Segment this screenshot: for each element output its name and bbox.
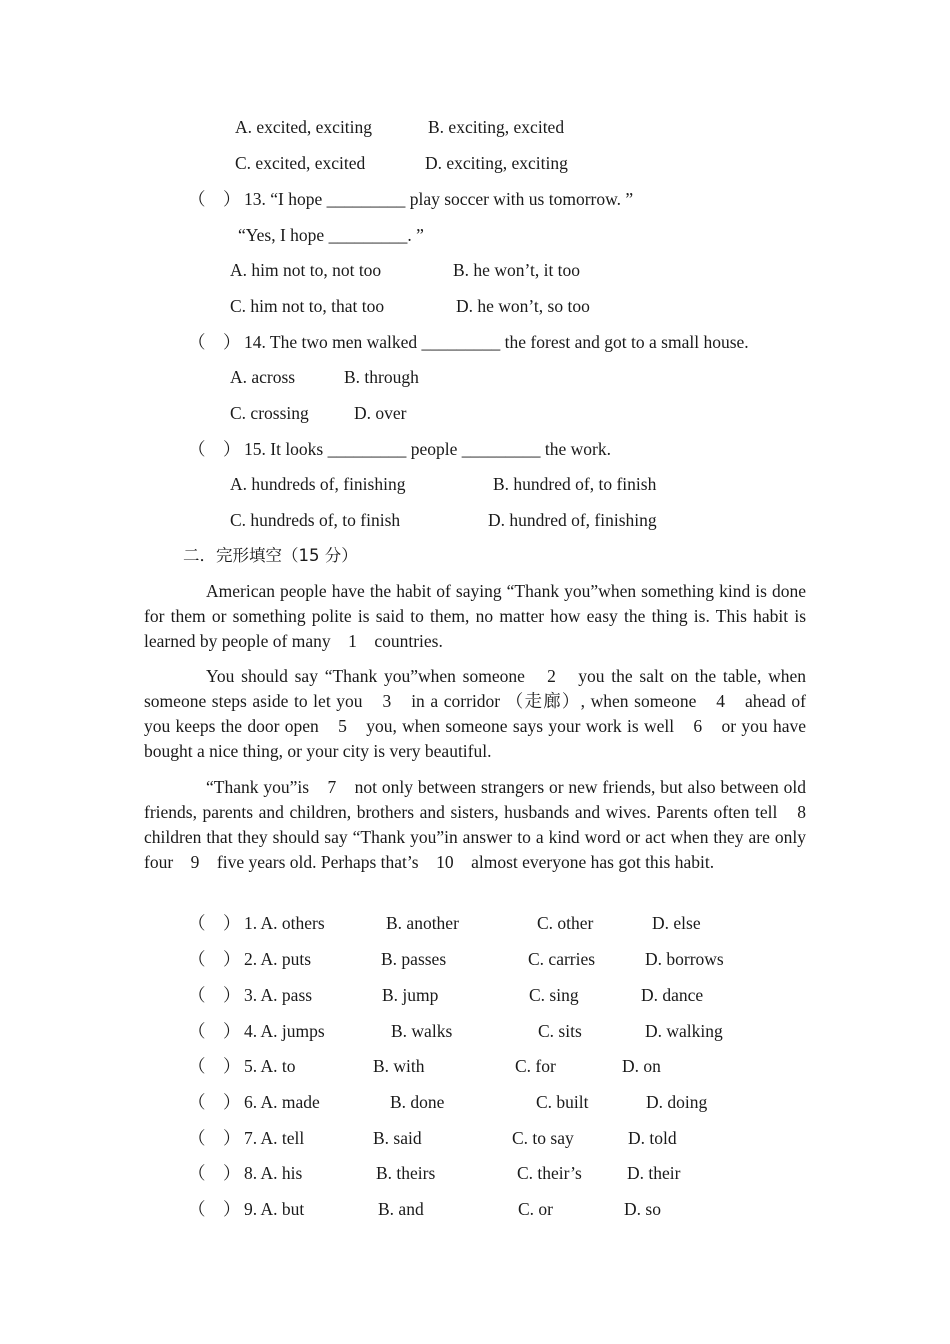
option-d: D. doing <box>646 1092 708 1112</box>
q14-option-b: B. through <box>344 367 419 387</box>
option-b: B. another <box>386 913 459 933</box>
q15-option-d: D. hundred of, finishing <box>488 510 657 530</box>
option-b: B. done <box>390 1092 445 1112</box>
answer-bracket: （ ） <box>188 1056 241 1076</box>
q15-stem: 15. It looks _________ people _________ the work. <box>244 439 611 459</box>
option-b: B. jump <box>382 985 439 1005</box>
option-a: 3. A. pass <box>244 985 313 1005</box>
option-a: 9. A. but <box>244 1199 305 1219</box>
option-a: 7. A. tell <box>244 1128 305 1148</box>
q15-option-a: A. hundreds of, finishing <box>230 474 406 494</box>
answer-bracket: （ ） <box>188 1199 241 1219</box>
option-d: D. so <box>624 1199 661 1219</box>
option-c: C. for <box>515 1056 556 1076</box>
option-a: 1. A. others <box>244 913 325 933</box>
answer-bracket: （ ） <box>188 1128 241 1148</box>
option-c: C. or <box>518 1199 553 1219</box>
answer-bracket: （ ） <box>188 1021 241 1041</box>
q13-option-b: B. he won’t, it too <box>453 260 581 280</box>
passage-paragraph-1: American people have the habit of saying “Thank you”when something kind is done for them or something polite is said to them, no matter how easy the thing is. This habit is learned by people of many 1 countries. <box>144 581 806 651</box>
q15-answer-bracket: （ ） <box>188 439 241 459</box>
option-c: C. built <box>536 1092 589 1112</box>
option-d: D. their <box>627 1163 681 1183</box>
q13-option-a: A. him not to, not too <box>230 260 382 280</box>
option-a: 8. A. his <box>244 1163 303 1183</box>
option-c: C. other <box>537 913 594 933</box>
q13-answer-bracket: （ ） <box>188 189 241 209</box>
section-heading: 二．完形填空（15 分） <box>183 546 358 565</box>
option-d: D. dance <box>641 985 704 1005</box>
q14-option-d: D. over <box>354 403 407 423</box>
q13-stem: 13. “I hope _________ play soccer with us tomorrow. ” <box>244 189 634 209</box>
option-d: D. on <box>622 1056 661 1076</box>
option-a: 6. A. made <box>244 1092 320 1112</box>
q13-option-c: C. him not to, that too <box>230 296 385 316</box>
option-c: C. sing <box>529 985 579 1005</box>
q14-answer-bracket: （ ） <box>188 332 241 352</box>
option-b: B. and <box>378 1199 424 1219</box>
option-b: B. with <box>373 1056 425 1076</box>
option-d: D. else <box>652 913 701 933</box>
answer-bracket: （ ） <box>188 985 241 1005</box>
option-d: D. told <box>628 1128 677 1148</box>
q14-option-a: A. across <box>230 367 296 387</box>
option-b: B. walks <box>391 1021 453 1041</box>
option-c: C. sits <box>538 1021 582 1041</box>
answer-bracket: （ ） <box>188 949 241 969</box>
q12-option-a: A. excited, exciting <box>235 117 373 137</box>
q12-option-d: D. exciting, exciting <box>425 153 568 173</box>
q13-option-d: D. he won’t, so too <box>456 296 590 316</box>
q15-option-b: B. hundred of, to finish <box>493 474 657 494</box>
option-a: 5. A. to <box>244 1056 296 1076</box>
option-d: D. walking <box>645 1021 723 1041</box>
q12-option-c: C. excited, excited <box>235 153 366 173</box>
option-d: D. borrows <box>645 949 724 969</box>
option-c: C. carries <box>528 949 596 969</box>
q13-reply: “Yes, I hope _________. ” <box>238 225 424 245</box>
answer-bracket: （ ） <box>188 1092 241 1112</box>
option-b: B. said <box>373 1128 422 1148</box>
option-b: B. passes <box>381 949 447 969</box>
q12-option-b: B. exciting, excited <box>428 117 565 137</box>
q14-stem: 14. The two men walked _________ the forest and got to a small house. <box>244 332 749 352</box>
option-c: C. their’s <box>517 1163 582 1183</box>
passage-paragraph-2: You should say “Thank you”when someone 2 you the salt on the table, when someone steps aside to let you 3 in a corridor （走廊）, when someone 4 ahead of you keeps the door open 5 you, when someone says your work is well 6 or you have bought a nice thing, or your city is very beautiful. <box>144 666 806 761</box>
option-c: C. to say <box>512 1128 574 1148</box>
answer-bracket: （ ） <box>188 1163 241 1183</box>
passage-paragraph-3: “Thank you”is 7 not only between strangers or new friends, but also between old friends, parents and children, brothers and sisters, husbands and wives. Parents often tell 8 children that they should say “Thank you”in answer to a kind word or act when they are only four 9 five years old. Perhaps that’s 10 almost everyone has got this habit. <box>144 777 824 872</box>
option-b: B. theirs <box>376 1163 436 1183</box>
q14-option-c: C. crossing <box>230 403 309 423</box>
answer-bracket: （ ） <box>188 913 241 933</box>
option-a: 4. A. jumps <box>244 1021 325 1041</box>
option-a: 2. A. puts <box>244 949 312 969</box>
q15-option-c: C. hundreds of, to finish <box>230 510 401 530</box>
